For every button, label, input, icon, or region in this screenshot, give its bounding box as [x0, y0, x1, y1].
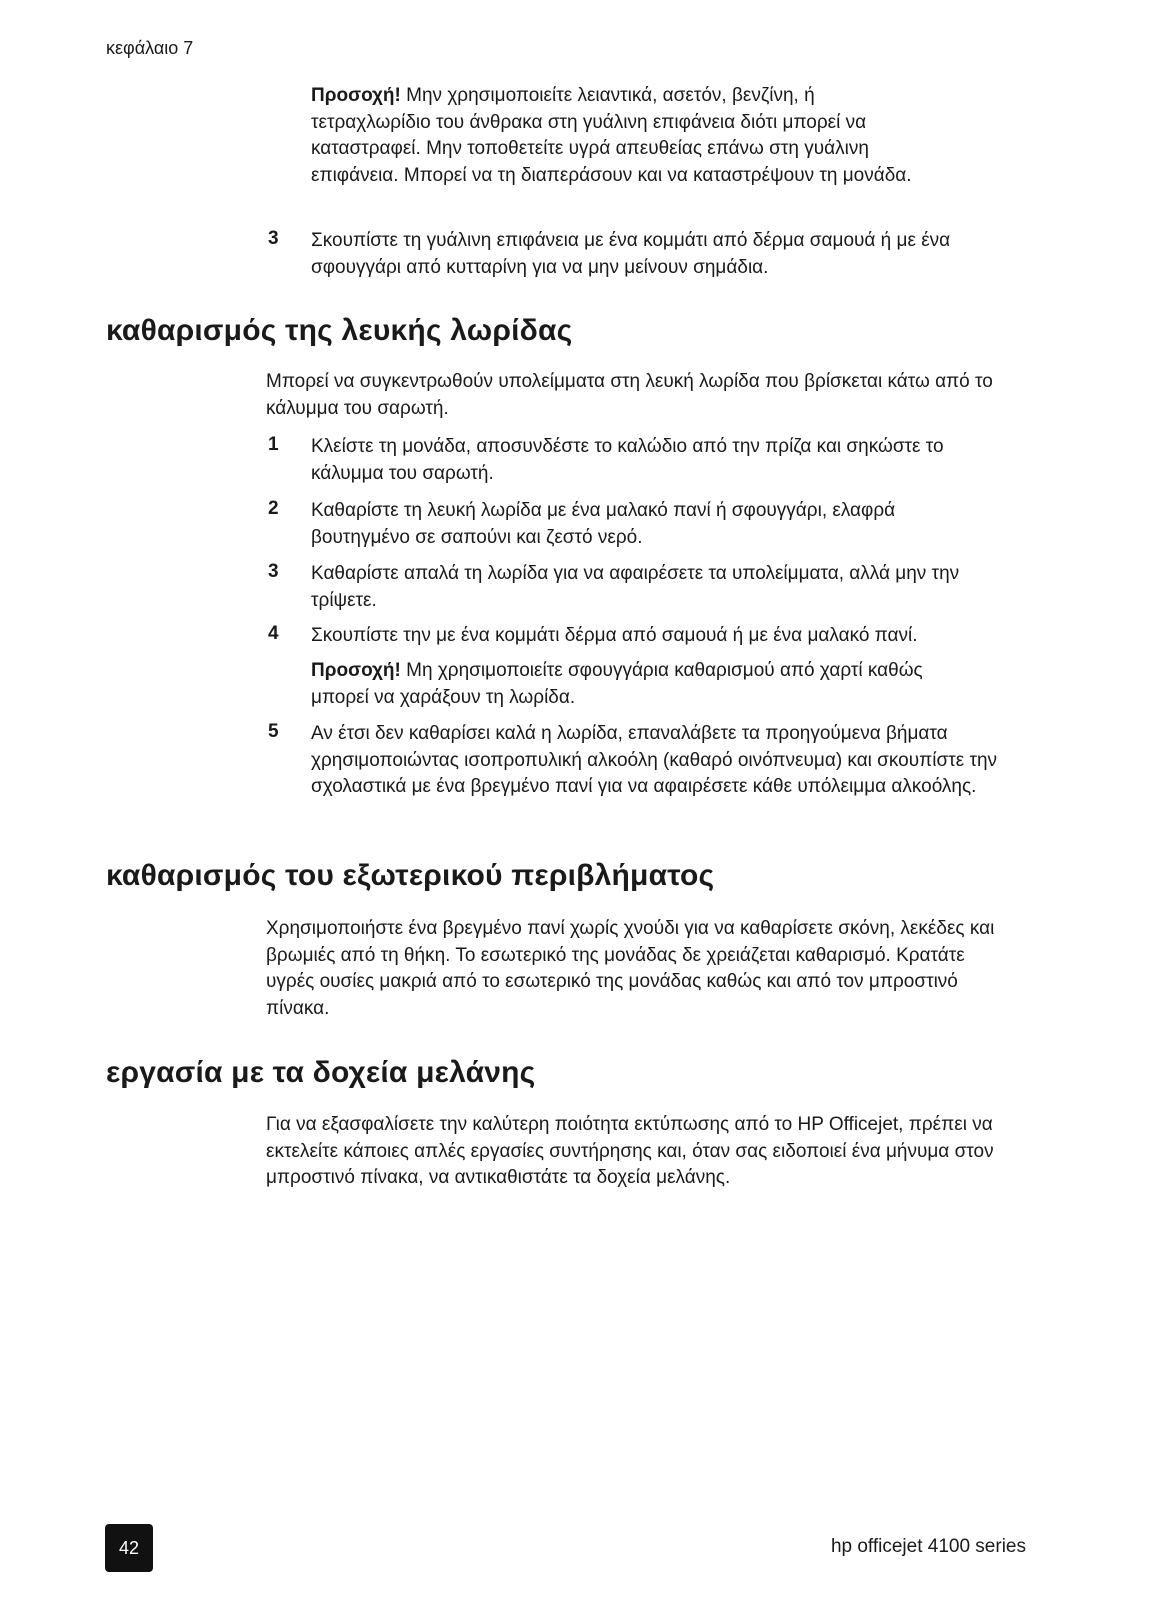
caution-label: Προσοχή!	[311, 660, 401, 681]
step-number: 2	[268, 498, 279, 519]
step-number: 4	[268, 623, 279, 644]
section-title: καθαρισμός της λευκής λωρίδας	[106, 314, 573, 347]
caution-text: Μην χρησιμοποιείτε λειαντικά, ασετόν, βενζίνη, ή τετραχλωρίδιο του άνθρακα στη γυάλινη επιφάνεια διότι μπορεί να καταστραφεί. Μην τοποθετείτε υγρά απευθείας επάνω στη γυάλινη επιφάνεια. Μπορεί να τη διαπεράσουν και να καταστρέψουν τη μονάδα.	[311, 85, 912, 186]
footer-product-name: hp officejet 4100 series	[830, 1536, 1026, 1557]
step-number: 5	[268, 721, 279, 742]
section-title: καθαρισμός του εξωτερικού περιβλήματος	[106, 859, 715, 892]
section-body: Για να εξασφαλίσετε την καλύτερη ποιότητα εκτύπωσης από το HP Officejet, πρέπει να εκτελείτε κάποιες απλές εργασίες συντήρησης και, όταν σας ειδοποιεί ένα μήνυμα στον μπροστινό πίνακα, να αντικαθιστάτε τα δοχεία μελάνης.	[266, 1114, 994, 1188]
step-number: 3	[268, 561, 279, 582]
step-number: 3	[268, 228, 279, 249]
step-text: Αν έτσι δεν καθαρίσει καλά η λωρίδα, επαναλάβετε τα προηγούμενα βήματα χρησιμοποιώντας ισοπροπυλική αλκοόλη (καθαρό οινόπνευμα) και σκουπίστε την σχολαστικά με ένα βρεγμένο πανί για να αφαιρέσετε κάθε υπόλειμμα αλκοόλης.	[311, 723, 998, 797]
step-text: Σκουπίστε τη γυάλινη επιφάνεια με ένα κομμάτι από δέρμα σαμουά ή με ένα σφουγγάρι από κυτταρίνη για να μην μείνουν σημάδια.	[311, 230, 951, 278]
caution-text: Μη χρησιμοποιείτε σφουγγάρια καθαρισμού από χαρτί καθώς μπορεί να χαράξουν τη λωρίδα.	[311, 660, 923, 708]
step-text: Κλείστε τη μονάδα, αποσυνδέστε το καλώδιο από την πρίζα και σηκώστε το κάλυμμα του σαρωτή.	[311, 436, 944, 484]
running-head-chapter: κεφάλαιο 7	[106, 38, 194, 58]
step-text: Καθαρίστε απαλά τη λωρίδα για να αφαιρέσετε τα υπολείμματα, αλλά μην την τρίψετε.	[311, 563, 960, 611]
caution-note	[311, 83, 921, 189]
caution-label: Προσοχή!	[311, 85, 401, 106]
page-number: 42	[105, 1524, 153, 1572]
step-number: 1	[268, 434, 279, 455]
section-title: εργασία με τα δοχεία μελάνης	[106, 1056, 536, 1089]
step-text: Σκουπίστε την με ένα κομμάτι δέρμα από σαμουά ή με ένα μαλακό πανί.	[311, 625, 918, 646]
section-body: Χρησιμοποιήστε ένα βρεγμένο πανί χωρίς χνούδι για να καθαρίσετε σκόνη, λεκέδες και βρωμιές από τη θήκη. Το εσωτερικό της μονάδας δε χρειάζεται καθαρισμό. Κρατάτε υγρές ουσίες μακριά από το εσωτερικό της μονάδας καθώς και από τον μπροστινό πίνακα.	[266, 918, 995, 1019]
step-text: Καθαρίστε τη λευκή λωρίδα με ένα μαλακό πανί ή σφουγγάρι, ελαφρά βουτηγμένο σε σαπούνι και ζεστό νερό.	[311, 500, 896, 548]
section-intro: Μπορεί να συγκεντρωθούν υπολείμματα στη λευκή λωρίδα που βρίσκεται κάτω από το κάλυμμα του σαρωτή.	[266, 371, 993, 419]
caution-note	[311, 658, 931, 711]
